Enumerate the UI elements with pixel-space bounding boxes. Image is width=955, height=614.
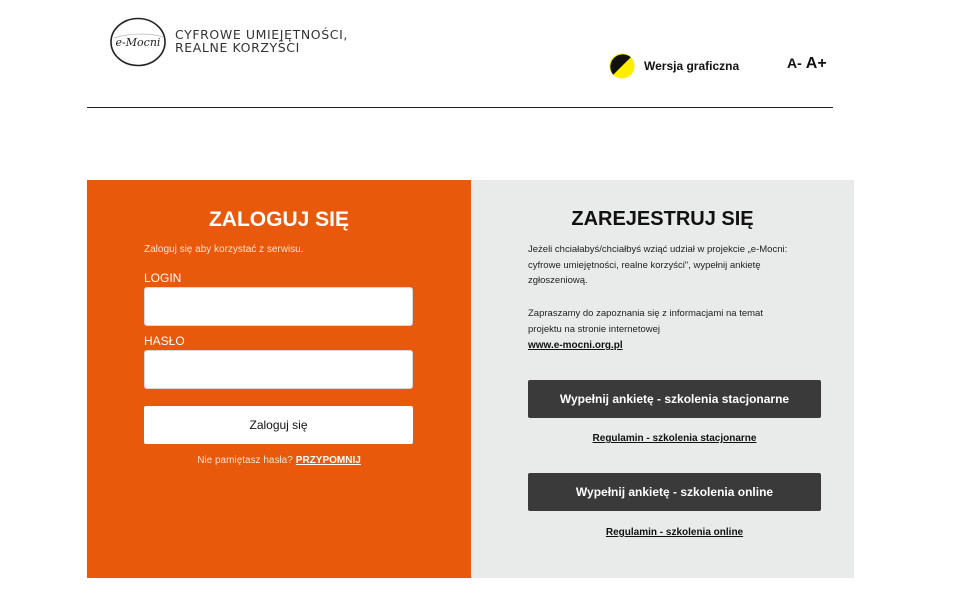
website-link[interactable]: www.e-mocni.org.pl	[528, 340, 623, 351]
password-input[interactable]	[144, 350, 413, 389]
survey-online-button[interactable]: Wypełnij ankietę - szkolenia online	[528, 473, 821, 511]
logo-circle-icon	[108, 16, 168, 68]
login-input[interactable]	[144, 287, 413, 326]
remind-password-link[interactable]: PRZYPOMNIJ	[295, 455, 361, 466]
login-panel	[87, 180, 471, 578]
font-increase-button[interactable]: A+	[805, 55, 827, 72]
register-intro-text: Jeżeli chciałabyś/chciałbyś wziąć udział w projekcie „e-Mocni: cyfrowe umiejętności, realne korzyści", wypełnij ankietę zgłoszeniową.	[528, 244, 788, 286]
tagline-line-1: CYFROWE UMIEJĘTNOŚCI,	[175, 27, 348, 42]
tagline	[175, 28, 348, 54]
forgot-password-text: Nie pamiętasz hasła?	[197, 455, 293, 466]
contrast-icon	[609, 53, 635, 79]
contrast-toggle[interactable]	[609, 53, 739, 79]
password-label: HASŁO	[144, 334, 185, 348]
login-button[interactable]: Zaloguj się	[144, 406, 413, 444]
contrast-label: Wersja graficzna	[644, 59, 740, 73]
terms-online-link[interactable]: Regulamin - szkolenia online	[605, 527, 744, 538]
login-subtitle: Zaloguj się aby korzystać z serwisu.	[144, 244, 304, 255]
font-decrease-button[interactable]: A-	[787, 55, 802, 71]
login-label: LOGIN	[144, 271, 182, 285]
login-title: ZALOGUJ SIĘ	[208, 208, 350, 231]
e-mocni-logo[interactable]	[108, 16, 168, 68]
logo-text: e-Mocni	[115, 36, 161, 49]
tagline-line-2: REALNE KORZYŚCI	[175, 40, 300, 55]
site-header	[87, 0, 833, 108]
survey-stationary-button[interactable]: Wypełnij ankietę - szkolenia stacjonarne	[528, 380, 821, 418]
register-info-text: Zapraszamy do zapoznania się z informacjami na temat projektu na stronie internetowej	[528, 308, 763, 335]
forgot-password	[87, 455, 471, 466]
terms-stationary-link[interactable]: Regulamin - szkolenia stacjonarne	[592, 433, 757, 444]
register-title: ZAREJESTRUJ SIĘ	[571, 208, 754, 230]
register-panel	[471, 180, 854, 578]
font-size-controls	[787, 55, 827, 73]
